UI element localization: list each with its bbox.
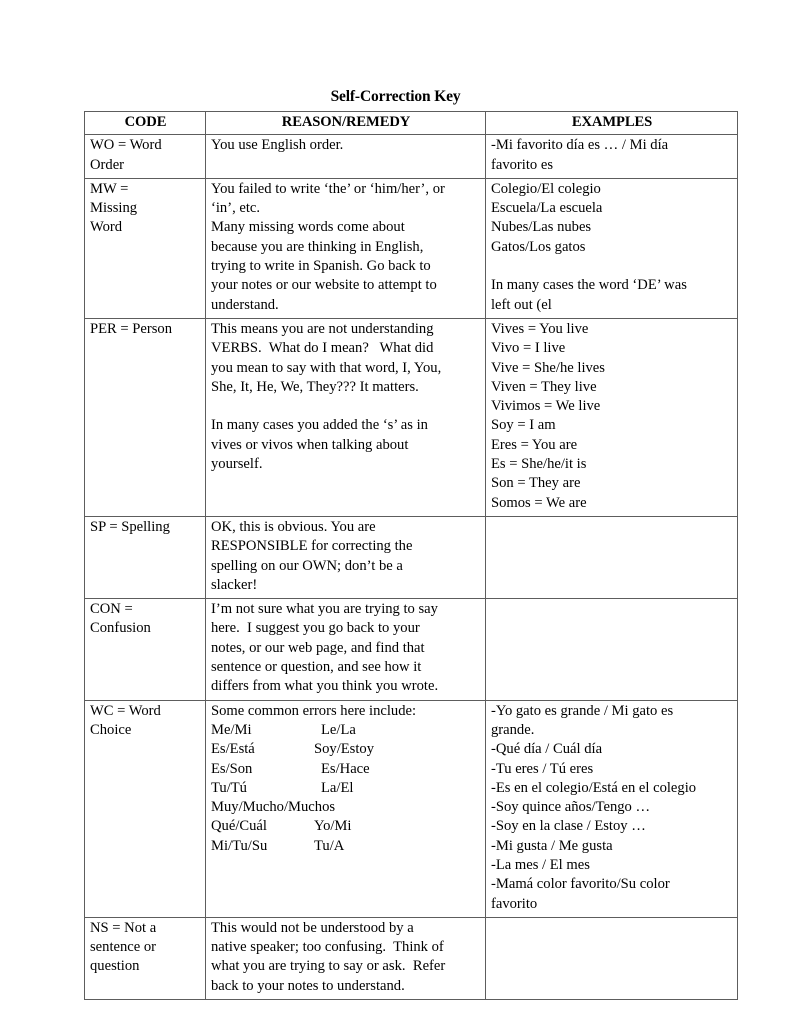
- text-line: here. I suggest you go back to your: [211, 620, 420, 637]
- text-line: -Soy en la clase / Estoy …: [491, 818, 646, 835]
- text-line: trying to write in Spanish. Go back to: [211, 258, 431, 275]
- word-pair-row: [211, 740, 481, 759]
- text-line: -Mi gusta / Me gusta: [491, 837, 613, 854]
- word-pair-right: Tu/A: [314, 837, 345, 854]
- word-pair-right: La/El: [321, 779, 354, 796]
- table-header-row: [85, 112, 738, 135]
- word-pair-left: Es/Son: [211, 760, 253, 777]
- word-pair-right: Le/La: [321, 721, 356, 738]
- text-line: Escuela/La escuela: [491, 200, 603, 217]
- word-pair-row: [211, 721, 481, 740]
- table-row: [85, 318, 738, 516]
- text-line: In many cases the word ‘DE’ was: [491, 277, 687, 294]
- word-pair-left: Mi/Tu/Su: [211, 837, 268, 854]
- word-pair-left: Tu/Tú: [211, 779, 247, 796]
- text-line: because you are thinking in English,: [211, 238, 424, 255]
- cell-examples: [486, 318, 738, 516]
- text-line: Vivimos = We live: [491, 398, 601, 415]
- text-line: OK, this is obvious. You are: [211, 518, 376, 535]
- text-line: RESPONSIBLE for correcting the: [211, 538, 413, 555]
- table-body: [85, 135, 738, 1000]
- column-header-examples: EXAMPLES: [486, 112, 738, 135]
- cell-reason-remedy: [206, 917, 486, 999]
- text-line: spelling on our OWN; don’t be a: [211, 557, 403, 574]
- text-line: Vivo = I live: [491, 340, 566, 357]
- text-line: grande.: [491, 721, 535, 738]
- text-line: Colegio/El colegio: [491, 180, 601, 197]
- text-line: -Mi favorito día es … / Mi día: [491, 137, 669, 154]
- word-pair-right: Yo/Mi: [314, 818, 352, 835]
- text-line: Word: [90, 219, 123, 236]
- text-line: notes, or our web page, and find that: [211, 639, 425, 656]
- text-line: SP = Spelling: [90, 518, 170, 535]
- text-line: Es = She/he/it is: [491, 456, 587, 473]
- word-pair-left: Qué/Cuál: [211, 818, 267, 835]
- text-line: native speaker; too confusing. Think of: [211, 939, 444, 956]
- text-line: Eres = You are: [491, 436, 578, 453]
- table-row: [85, 135, 738, 179]
- column-header-reason-remedy: REASON/REMEDY: [206, 112, 486, 135]
- page-title: Self-Correction Key: [330, 88, 461, 105]
- word-pair-row: [211, 760, 481, 779]
- cell-examples: [486, 135, 738, 179]
- cell-code: [85, 700, 206, 917]
- text-line: CON =: [90, 601, 133, 618]
- text-line: NS = Not a: [90, 919, 157, 936]
- text-line: Gatos/Los gatos: [491, 238, 586, 255]
- cell-reason-remedy: [206, 135, 486, 179]
- cell-examples: [486, 516, 738, 598]
- text-line: You use English order.: [211, 137, 344, 154]
- cell-reason-remedy: [206, 178, 486, 318]
- text-line: back to your notes to understand.: [211, 977, 405, 994]
- text-line: you mean to say with that word, I, You,: [211, 359, 442, 376]
- text-line: MW =: [90, 180, 129, 197]
- table-row: [85, 917, 738, 999]
- cell-code: [85, 318, 206, 516]
- word-pair-left: Es/Está: [211, 741, 255, 758]
- cell-code: [85, 599, 206, 700]
- word-pair-row: [211, 779, 481, 798]
- word-pair-left: Muy/Mucho/Muchos: [211, 799, 336, 816]
- cell-examples: [486, 917, 738, 999]
- cell-reason-remedy: [206, 516, 486, 598]
- text-line: Somos = We are: [491, 494, 587, 511]
- text-line: Vive = She/he lives: [491, 359, 605, 376]
- text-line: yourself.: [211, 456, 263, 473]
- text-line: Missing: [90, 200, 138, 217]
- text-line: favorito es: [491, 156, 554, 173]
- cell-examples: [486, 700, 738, 917]
- text-line: In many cases you added the ‘s’ as in: [211, 417, 428, 434]
- cell-code: [85, 516, 206, 598]
- text-line: differs from what you think you wrote.: [211, 678, 439, 695]
- text-line: your notes or our website to attempt to: [211, 277, 437, 294]
- text-line: -Tu eres / Tú eres: [491, 760, 594, 777]
- text-line: favorito: [491, 895, 538, 912]
- text-line: -Qué día / Cuál día: [491, 741, 603, 758]
- word-pair-left: Me/Mi: [211, 721, 252, 738]
- cell-reason-remedy: [206, 318, 486, 516]
- cell-code: [85, 917, 206, 999]
- text-line: Vives = You live: [491, 320, 589, 337]
- text-line: -Soy quince años/Tengo …: [491, 799, 651, 816]
- text-line: left out (el: [491, 296, 552, 313]
- text-line: Confusion: [90, 620, 151, 637]
- text-line: ‘in’, etc.: [211, 200, 261, 217]
- word-pair-row: [211, 817, 481, 836]
- cell-examples: [486, 178, 738, 318]
- text-line: sentence or: [90, 939, 157, 956]
- column-header-code: CODE: [85, 112, 206, 135]
- text-line: WO = Word: [90, 137, 162, 154]
- text-line: Son = They are: [491, 475, 581, 492]
- text-line: Choice: [90, 721, 132, 738]
- text-line: -Yo gato es grande / Mi gato es: [491, 702, 674, 719]
- text-line: WC = Word: [90, 702, 161, 719]
- text-line: understand.: [211, 296, 279, 313]
- text-line: Viven = They live: [491, 378, 597, 395]
- text-line: what you are trying to say or ask. Refer: [211, 958, 446, 975]
- word-pair-right: Es/Hace: [321, 760, 370, 777]
- text-line: -Mamá color favorito/Su color: [491, 876, 670, 893]
- table-row: [85, 178, 738, 318]
- word-pair-right: Soy/Estoy: [314, 741, 375, 758]
- self-correction-key-table: [84, 111, 738, 1000]
- text-line: -La mes / El mes: [491, 856, 590, 873]
- text-line: Many missing words come about: [211, 219, 405, 236]
- text-line: PER = Person: [90, 320, 173, 337]
- text-line: Some common errors here include:: [211, 702, 417, 719]
- text-line: Order: [90, 156, 125, 173]
- text-line: Soy = I am: [491, 417, 556, 434]
- text-line: She, It, He, We, They??? It matters.: [211, 378, 419, 395]
- cell-examples: [486, 599, 738, 700]
- text-line: I’m not sure what you are trying to say: [211, 601, 438, 618]
- text-line: This means you are not understanding: [211, 320, 434, 337]
- table-row: [85, 599, 738, 700]
- text-line: This would not be understood by a: [211, 919, 414, 936]
- word-pair-list: [211, 721, 481, 856]
- table-row: [85, 516, 738, 598]
- text-line: vives or vivos when talking about: [211, 436, 409, 453]
- cell-reason-remedy: [206, 700, 486, 917]
- text-line: sentence or question, and see how it: [211, 659, 422, 676]
- word-pair-row: [211, 837, 481, 856]
- text-line: question: [90, 958, 140, 975]
- text-line: Nubes/Las nubes: [491, 219, 592, 236]
- table-row: [85, 700, 738, 917]
- text-line: slacker!: [211, 576, 258, 593]
- text-line: -Es en el colegio/Está en el colegio: [491, 779, 697, 796]
- cell-code: [85, 178, 206, 318]
- cell-code: [85, 135, 206, 179]
- word-pair-row: [211, 798, 481, 817]
- cell-reason-remedy: [206, 599, 486, 700]
- text-line: You failed to write ‘the’ or ‘him/her’, or: [211, 180, 445, 197]
- text-line: VERBS. What do I mean? What did: [211, 340, 434, 357]
